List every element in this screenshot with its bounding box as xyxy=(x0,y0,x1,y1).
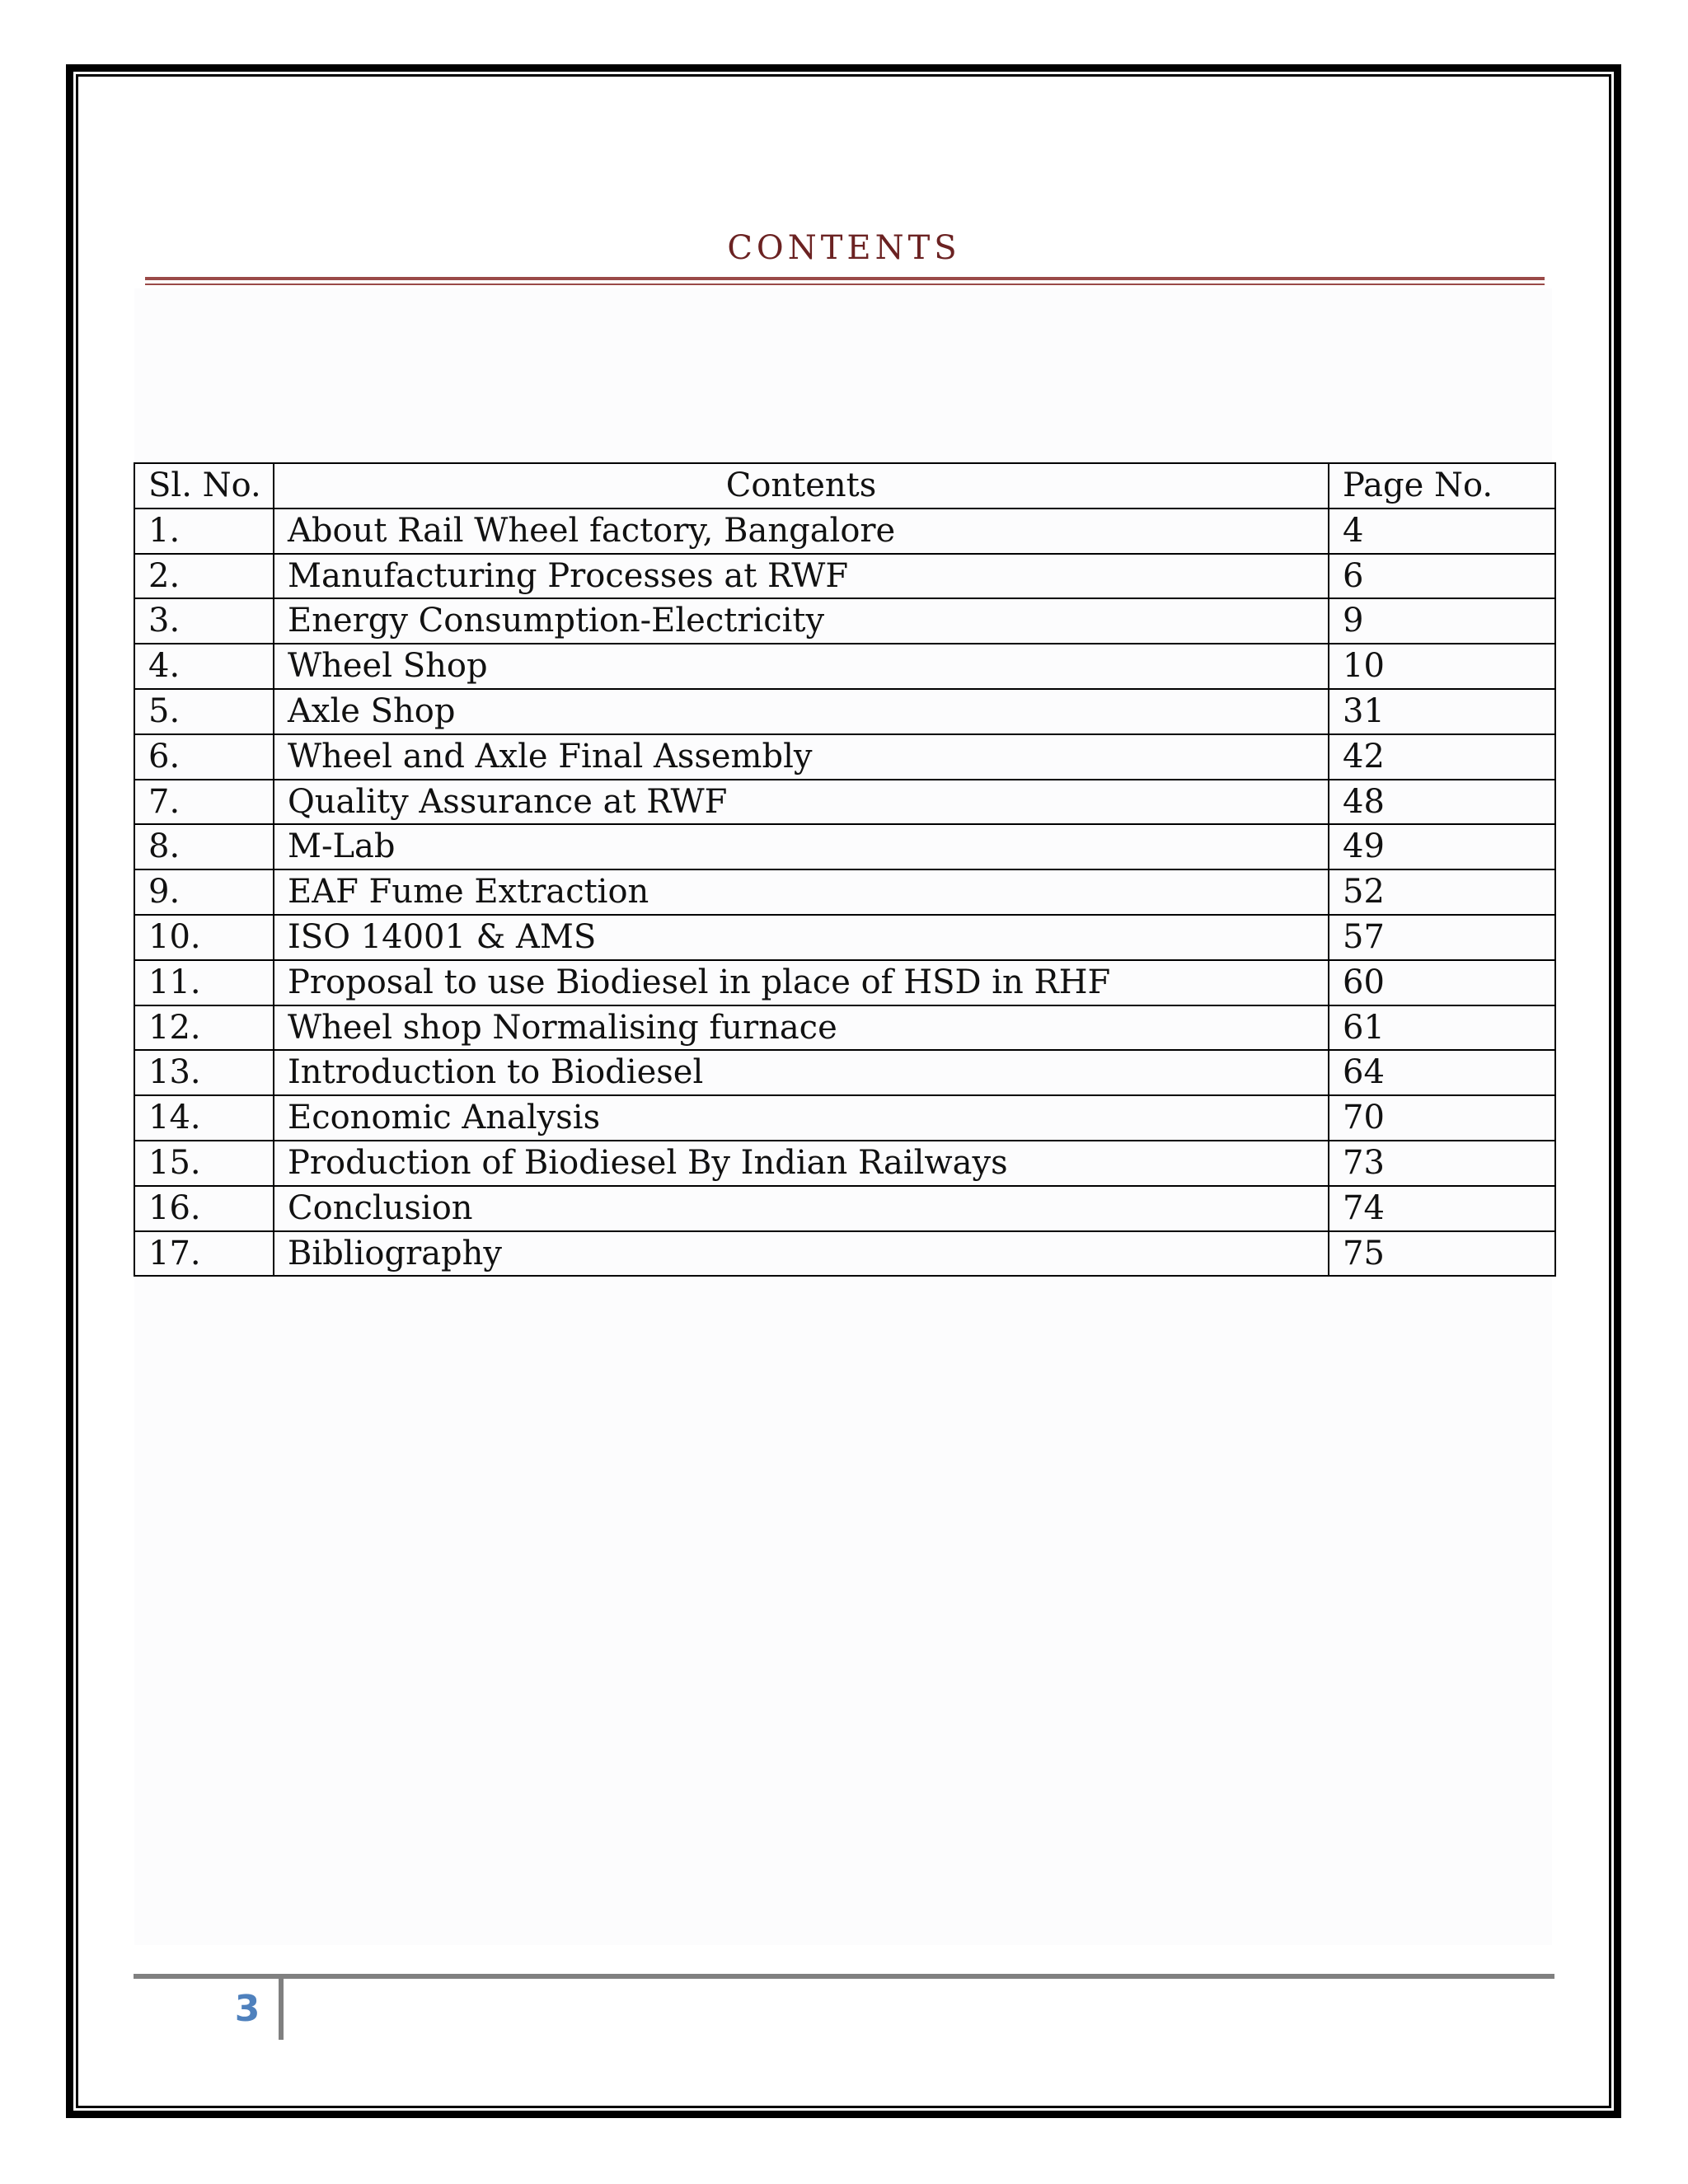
header-sl-no: Sl. No. xyxy=(134,463,274,509)
row-page-no: 6 xyxy=(1329,554,1555,599)
row-sl-no: 17. xyxy=(134,1231,274,1277)
table-row xyxy=(134,780,1555,825)
row-title: Manufacturing Processes at RWF xyxy=(274,554,1329,599)
table-row xyxy=(134,1095,1555,1141)
row-sl-no: 8. xyxy=(134,824,274,869)
row-title: Energy Consumption-Electricity xyxy=(274,598,1329,644)
row-sl-no: 13. xyxy=(134,1050,274,1095)
row-sl-no: 15. xyxy=(134,1141,274,1186)
row-sl-no: 7. xyxy=(134,780,274,825)
table-row xyxy=(134,644,1555,689)
row-title: Production of Biodiesel By Indian Railways xyxy=(274,1141,1329,1186)
table-row xyxy=(134,554,1555,599)
header-page-no: Page No. xyxy=(1329,463,1555,509)
row-sl-no: 14. xyxy=(134,1095,274,1141)
table-row xyxy=(134,1005,1555,1051)
row-title: Quality Assurance at RWF xyxy=(274,780,1329,825)
row-page-no: 57 xyxy=(1329,915,1555,960)
row-sl-no: 16. xyxy=(134,1186,274,1231)
row-page-no: 64 xyxy=(1329,1050,1555,1095)
row-sl-no: 1. xyxy=(134,509,274,554)
table-row xyxy=(134,824,1555,869)
row-title: Proposal to use Biodiesel in place of HSD in RHF xyxy=(274,960,1329,1005)
row-title: Conclusion xyxy=(274,1186,1329,1231)
row-sl-no: 4. xyxy=(134,644,274,689)
row-page-no: 31 xyxy=(1329,689,1555,734)
table-row xyxy=(134,598,1555,644)
table-header-row xyxy=(134,463,1555,509)
row-title: About Rail Wheel factory, Bangalore xyxy=(274,509,1329,554)
table-row xyxy=(134,915,1555,960)
row-page-no: 10 xyxy=(1329,644,1555,689)
table-row xyxy=(134,1141,1555,1186)
row-page-no: 9 xyxy=(1329,598,1555,644)
table-row xyxy=(134,869,1555,915)
page-title: CONTENTS xyxy=(727,229,961,267)
footer-divider xyxy=(279,1977,284,2040)
row-page-no: 52 xyxy=(1329,869,1555,915)
row-title: Axle Shop xyxy=(274,689,1329,734)
contents-table xyxy=(134,462,1556,1277)
row-page-no: 49 xyxy=(1329,824,1555,869)
table-body xyxy=(134,509,1555,1277)
row-sl-no: 3. xyxy=(134,598,274,644)
row-page-no: 74 xyxy=(1329,1186,1555,1231)
row-title: EAF Fume Extraction xyxy=(274,869,1329,915)
row-title: ISO 14001 & AMS xyxy=(274,915,1329,960)
row-sl-no: 5. xyxy=(134,689,274,734)
table-row xyxy=(134,689,1555,734)
row-sl-no: 10. xyxy=(134,915,274,960)
row-page-no: 48 xyxy=(1329,780,1555,825)
row-sl-no: 12. xyxy=(134,1005,274,1051)
row-sl-no: 2. xyxy=(134,554,274,599)
row-title: Wheel Shop xyxy=(274,644,1329,689)
table-row xyxy=(134,960,1555,1005)
row-page-no: 60 xyxy=(1329,960,1555,1005)
row-sl-no: 11. xyxy=(134,960,274,1005)
row-page-no: 75 xyxy=(1329,1231,1555,1277)
table-row xyxy=(134,509,1555,554)
header-contents: Contents xyxy=(274,463,1329,509)
row-title: Bibliography xyxy=(274,1231,1329,1277)
row-sl-no: 9. xyxy=(134,869,274,915)
row-title: Introduction to Biodiesel xyxy=(274,1050,1329,1095)
row-title: M-Lab xyxy=(274,824,1329,869)
page-number: 3 xyxy=(234,1988,260,2030)
table-row xyxy=(134,1231,1555,1277)
row-title: Economic Analysis xyxy=(274,1095,1329,1141)
table-row xyxy=(134,734,1555,780)
row-page-no: 42 xyxy=(1329,734,1555,780)
row-page-no: 73 xyxy=(1329,1141,1555,1186)
title-rule-thin xyxy=(145,284,1545,285)
row-sl-no: 6. xyxy=(134,734,274,780)
table-row xyxy=(134,1186,1555,1231)
row-page-no: 4 xyxy=(1329,509,1555,554)
footer-rule xyxy=(134,1974,1554,1979)
row-title: Wheel and Axle Final Assembly xyxy=(274,734,1329,780)
table-row xyxy=(134,1050,1555,1095)
row-title: Wheel shop Normalising furnace xyxy=(274,1005,1329,1051)
title-rule-thick xyxy=(145,277,1545,280)
row-page-no: 70 xyxy=(1329,1095,1555,1141)
row-page-no: 61 xyxy=(1329,1005,1555,1051)
